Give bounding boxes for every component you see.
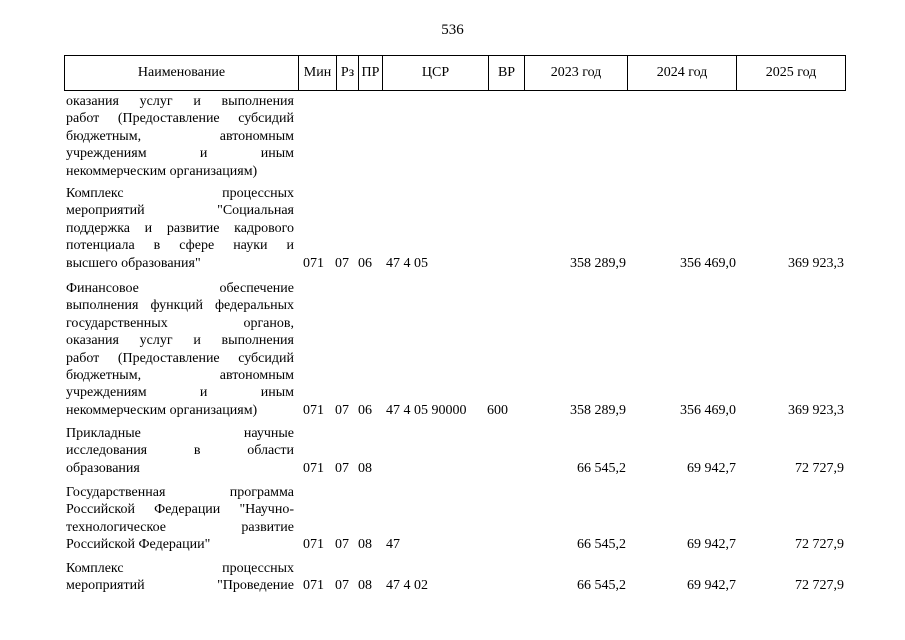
row-name-line: Российской Федерации": [66, 537, 211, 553]
row-2023: 358 289,9: [570, 255, 626, 271]
row-name-line: некоммерческим организациям): [66, 163, 258, 179]
row-name: [66, 185, 294, 272]
row-name: [66, 280, 294, 419]
row-csr: 47 4 05 90000: [386, 402, 467, 418]
row-csr: 47 4 02: [386, 578, 428, 594]
row-name-line: государственных органов,: [66, 315, 294, 331]
row-name-line: Государственная программа: [66, 485, 294, 500]
page-number: 536: [441, 22, 464, 38]
row-pr: 08: [358, 537, 372, 553]
header-2023: 2023 год: [525, 56, 628, 90]
header-name: Наименование: [65, 56, 299, 90]
header-2025: 2025 год: [765, 65, 817, 80]
row-2024: 69 942,7: [687, 537, 736, 553]
row-2025: 369 923,3: [788, 255, 844, 271]
row-min: 071: [303, 460, 324, 476]
row-min: 071: [303, 537, 324, 553]
row-min: 071: [303, 255, 324, 271]
row-name-line: бюджетным, автономным: [66, 367, 294, 383]
row-2025: 72 727,9: [795, 578, 844, 594]
row-name-line: мероприятий "Социальная: [66, 203, 294, 219]
row-2024: 69 942,7: [687, 578, 736, 594]
row-name-line: мероприятий "Проведение: [66, 578, 294, 594]
row-2024: 356 469,0: [680, 402, 736, 418]
row-pr: 06: [358, 402, 372, 418]
row-rz: 07: [335, 460, 349, 476]
row-name-line: оказания услуг и выполнения: [66, 333, 294, 349]
row-2025: 72 727,9: [795, 460, 844, 476]
row-name-line: некоммерческим организациям): [66, 402, 258, 418]
row-name-line: исследования в области: [66, 443, 294, 459]
row-min: 071: [303, 578, 324, 594]
row-2023: 358 289,9: [570, 402, 626, 418]
header-min: Мин: [299, 56, 337, 90]
row-rz: 07: [335, 537, 349, 553]
row-2024: 69 942,7: [687, 460, 736, 476]
row-2023: 66 545,2: [577, 578, 626, 594]
row-csr: 47 4 05: [386, 255, 428, 271]
row-name-line: Российской Федерации "Научно-: [66, 502, 294, 518]
row-pr: 08: [358, 578, 372, 594]
row-name-line: Комплекс процессных: [66, 186, 294, 201]
row-name-line: Финансовое обеспечение: [66, 281, 294, 296]
row-name-line: оказания услуг и выполнения: [66, 94, 294, 109]
table-header: [64, 55, 846, 91]
row-2024: 356 469,0: [680, 255, 736, 271]
row-name-line: поддержка и развитие кадрового: [66, 220, 294, 236]
row-name-line: образования: [66, 460, 140, 476]
row-pr: 08: [358, 460, 372, 476]
row-name-line: Комплекс процессных: [66, 561, 294, 576]
row-name-line: высшего образования": [66, 255, 201, 271]
row-name-line: работ (Предоставление субсидий: [66, 350, 294, 366]
row-rz: 07: [335, 578, 349, 594]
row-name-line: работ (Предоставление субсидий: [66, 111, 294, 127]
row-min: 071: [303, 402, 324, 418]
header-csr: ЦСР: [383, 56, 489, 90]
row-name-line: Прикладные научные: [66, 426, 294, 441]
row-name: [66, 560, 294, 595]
row-name-line: учреждениям и иным: [66, 385, 294, 401]
header-vr: ВР: [489, 56, 525, 90]
row-rz: 07: [335, 255, 349, 271]
row-name-line: учреждениям и иным: [66, 146, 294, 162]
row-csr: 47: [386, 537, 400, 553]
row-name: [66, 93, 294, 180]
row-2023: 66 545,2: [577, 460, 626, 476]
row-name-line: выполнения функций федеральных: [66, 298, 294, 314]
header-pr: ПР: [359, 56, 383, 90]
row-name: [66, 425, 294, 477]
row-2025: 72 727,9: [795, 537, 844, 553]
row-2025: 369 923,3: [788, 402, 844, 418]
row-rz: 07: [335, 402, 349, 418]
row-vr: 600: [487, 402, 508, 418]
row-name: [66, 484, 294, 554]
row-name-line: бюджетным, автономным: [66, 128, 294, 144]
row-name-line: технологическое развитие: [66, 519, 294, 535]
row-name-line: потенциала в сфере науки и: [66, 238, 294, 254]
row-pr: 06: [358, 255, 372, 271]
header-rz: Рз: [337, 56, 359, 90]
header-2024: 2024 год: [628, 56, 737, 90]
row-2023: 66 545,2: [577, 537, 626, 553]
